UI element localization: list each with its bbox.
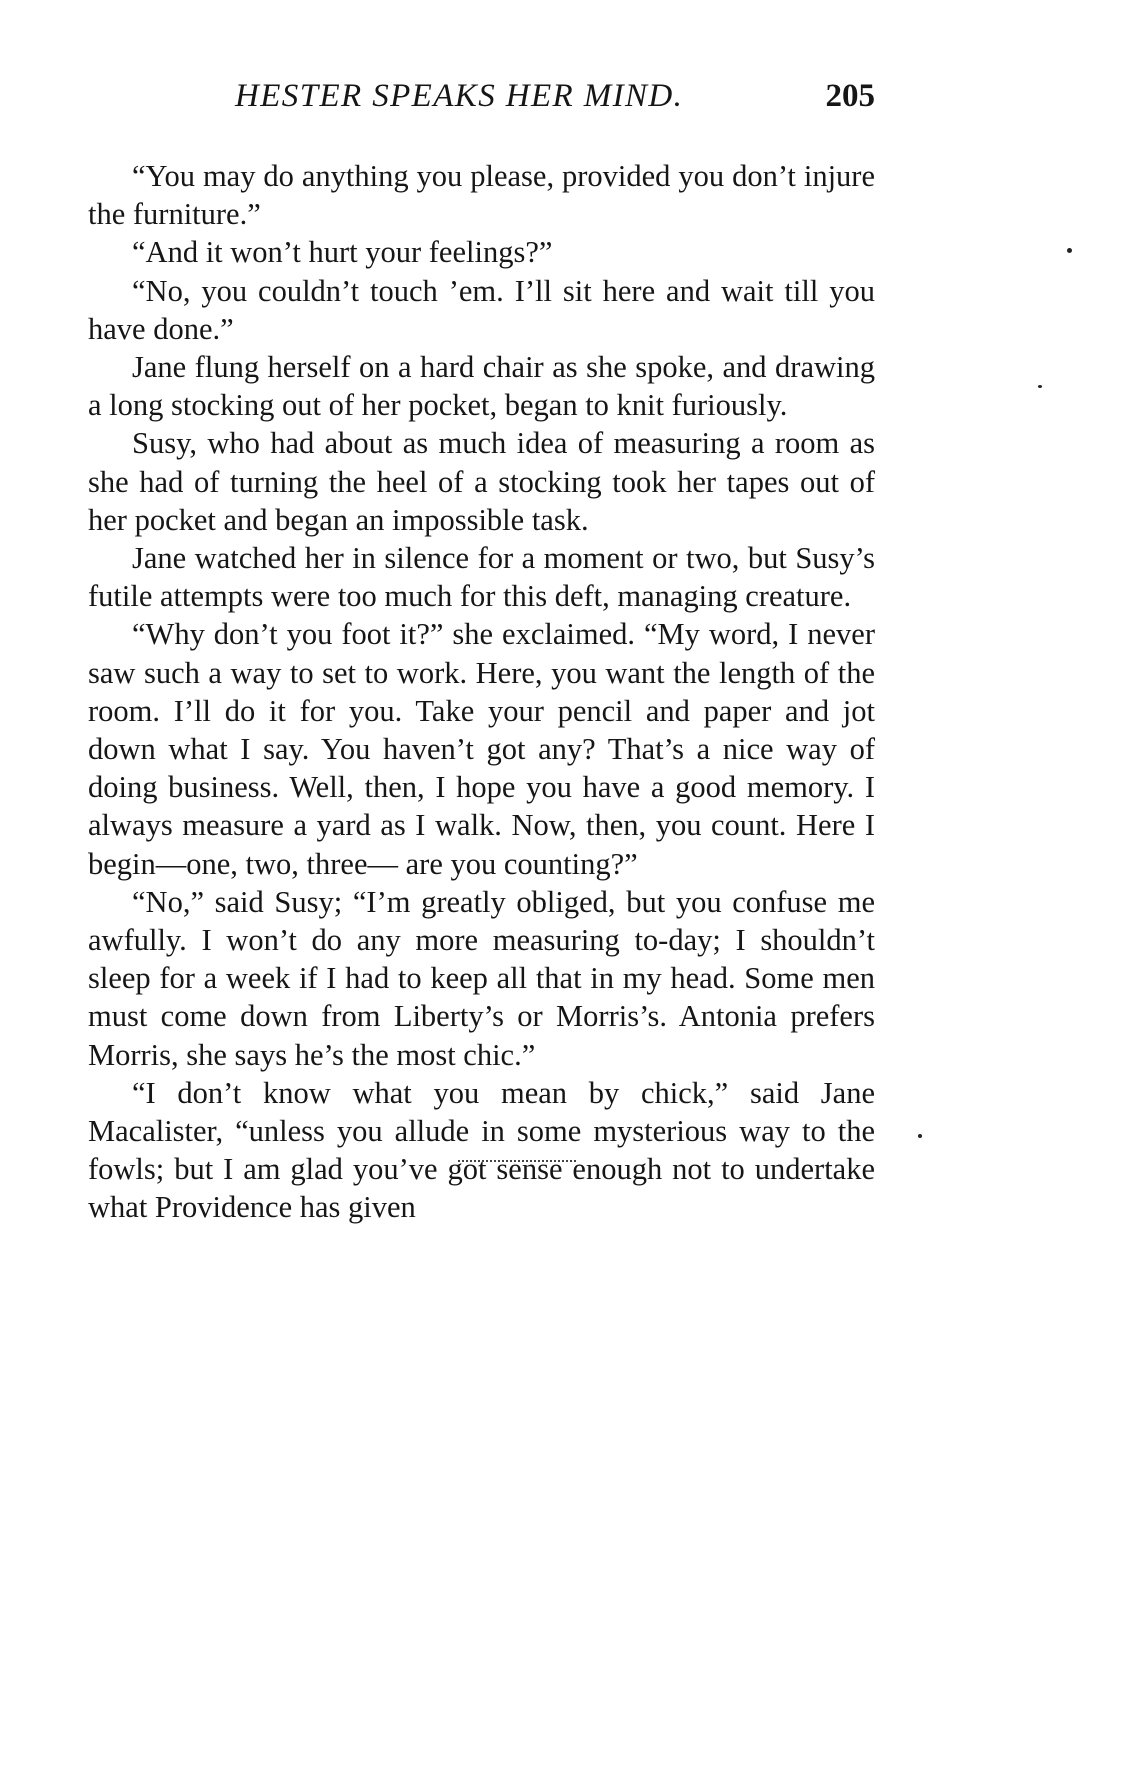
margin-speck: [918, 1134, 922, 1138]
margin-speck: [1067, 248, 1072, 253]
page-header: [235, 78, 875, 128]
paragraph-7: “Why don’t you foot it?” she exclaimed. “My word, I never saw such a way to set to work. Here, you want the length of the room. I’ll do it for you. Take your pencil and paper and jot down what I say. You haven’t got any? That’s a nice way of doing business. Well, then, I hope you have a good memory. I always measure a yard as I walk. Now, then, you count. Here I begin—one, two, three— are you counting?”: [88, 617, 875, 881]
ink-mark: [458, 1160, 576, 1166]
page-number: 205: [825, 78, 875, 114]
paragraph-1: “You may do anything you please, provided you don’t injure the furniture.”: [88, 159, 875, 232]
running-title: HESTER SPEAKS HER MIND.: [235, 78, 684, 114]
paragraph-2: “And it won’t hurt your feelings?”: [132, 235, 553, 270]
paragraph-5: Susy, who had about as much idea of measuring a room as she had of turning the heel of a stocking took her tapes out of her pocket and began an impossible task.: [88, 426, 875, 537]
body-text: [88, 157, 875, 1227]
paragraph-9: “I don’t know what you mean by chick,” said Jane Macalister, “unless you allude in some mysterious way to the fowls; but I am glad you’ve got sense enough not to undertake what Providence has given: [88, 1075, 875, 1225]
margin-speck: [1038, 385, 1042, 388]
paragraph-3: “No, you couldn’t touch ’em. I’ll sit here and wait till you have done.”: [88, 273, 875, 346]
paragraph-4: Jane flung herself on a hard chair as she spoke, and drawing a long stocking out of her pocket, began to knit furiously.: [88, 350, 875, 423]
paragraph-8: “No,” said Susy; “I’m greatly obliged, but you confuse me awfully. I won’t do any more measuring to-day; I shouldn’t sleep for a week if I had to keep all that in my head. Some men must come down from Liberty’s or Morris’s. Antonia prefers Morris, she says he’s the most chic.”: [88, 884, 875, 1072]
paragraph-6: Jane watched her in silence for a moment or two, but Susy’s futile attempts were too much for this deft, managing creature.: [88, 541, 875, 614]
